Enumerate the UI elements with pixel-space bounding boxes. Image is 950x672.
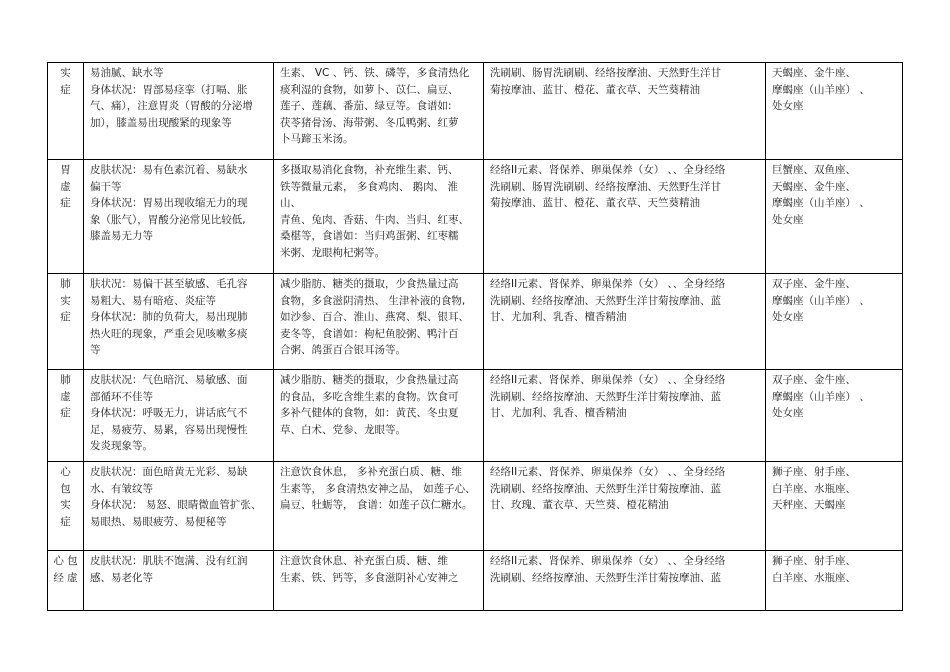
cell-text-line: 部循环不佳等: [90, 390, 153, 403]
cell-text-line: 天蝎座、金牛座、: [772, 180, 856, 193]
cell-text-line: 扁豆、牡蛎等， 食谱：如莲子苡仁糖水。: [280, 499, 473, 511]
cell-text-line: 肤状况：易偏干甚至敏感、毛孔容: [90, 278, 248, 290]
products-cell: [484, 462, 766, 551]
cell-text-line: 麦冬等，食谱如：枸杞鱼胶粥、鸭汁百: [280, 327, 459, 340]
table-row: [48, 370, 903, 462]
cell-text-line: 摩蝎座（山羊座） 、: [772, 294, 870, 307]
cell-text-line: 白羊座、水瓶座、: [772, 571, 856, 584]
cell-text-line: 等: [90, 344, 101, 356]
cell-text-line: 菊按摩油、蓝甘、橙花、董衣草、天竺葵精油: [490, 197, 700, 209]
cell-text-line: 感、易老化等: [90, 571, 153, 584]
cell-text-line: 加），膝盖易出现酸紧的现象等: [90, 116, 232, 129]
zodiac-cell: [766, 462, 903, 551]
cell-text-line: 经络II元素、肾保养、卵巢保养（女） 、、全身经络: [490, 555, 726, 567]
type-cell: [48, 370, 84, 462]
cell-text-line: 处女座: [772, 213, 804, 226]
table-row: [48, 63, 903, 160]
cell-text-line: 易眼热、易眼疲劳、易便秘等: [90, 515, 227, 528]
cell-text-line: 心 包: [53, 555, 78, 567]
cell-text-line: 皮肤状况：易有色素沉着、易缺水: [90, 164, 248, 176]
cell-text-line: 卜马蹄玉米汤。: [280, 133, 354, 145]
diet-cell: [274, 551, 484, 611]
symptom-table: [47, 62, 903, 611]
cell-text-line: 症: [60, 197, 71, 209]
symptoms-cell: [84, 160, 274, 274]
cell-text-line: 痰利湿的食物，如萝卜、苡仁、扁豆、: [280, 83, 459, 96]
cell-text-line: 甘、尤加利、乳香、檀香精油: [490, 407, 627, 419]
cell-text-line: 草、白术、党参、龙眼等。: [280, 423, 406, 436]
cell-text-line: 皮肤状况：面色暗黄无光彩、易缺: [90, 466, 248, 478]
cell-text-line: 偏干等: [90, 180, 122, 193]
cell-text-line: 洗刷刷、肠胃洗刷刷、经络按摩油、天然野生洋甘: [490, 67, 721, 79]
cell-text-line: 水、有皱纹等: [90, 482, 153, 495]
cell-text-line: 摩蝎座（山羊座） 、: [772, 197, 870, 209]
cell-text-line: 合粥、鸽蛋百合银耳汤等。: [280, 344, 406, 356]
cell-text-line: 易粗大、易有暗疮、炎症等: [90, 294, 216, 307]
diet-cell: [274, 370, 484, 462]
cell-text-line: 身体状况：肺的负荷大，易出现肺: [90, 311, 248, 323]
diet-cell: [274, 462, 484, 551]
cell-text-line: 洗刷刷、经络按摩油、天然野生洋甘菊按摩油、蓝: [490, 571, 721, 584]
cell-text-line: 症: [60, 407, 71, 419]
cell-text-line: 生素、 VC 、钙、铁、磷等，多食清热化: [280, 67, 470, 79]
cell-text-line: 心: [60, 466, 71, 478]
diet-cell: [274, 160, 484, 274]
products-cell: [484, 160, 766, 274]
cell-text-line: 症: [60, 83, 71, 96]
cell-text-line: 天秤座、天蝎座: [772, 499, 846, 511]
table-row: [48, 462, 903, 551]
cell-text-line: 身体状况：呼吸无力，讲话底气不: [90, 407, 248, 419]
cell-text-line: 肺: [60, 374, 71, 386]
cell-text-line: 皮肤状况：肌肤不饱满、没有红润: [90, 555, 248, 567]
cell-text-line: 摩蝎座（山羊座） 、: [772, 390, 870, 403]
cell-text-line: 实: [60, 67, 71, 79]
type-cell: [48, 63, 84, 160]
cell-text-line: 实: [60, 499, 71, 511]
type-cell: [48, 160, 84, 274]
cell-text-line: 热火旺的现象，严重会见咳嗽多痰: [90, 327, 248, 340]
products-cell: [484, 370, 766, 462]
diet-cell: [274, 274, 484, 370]
cell-text-line: 狮子座、射手座、: [772, 466, 856, 478]
cell-text-line: 注意饮食休息、补充蛋白质、糖、维: [280, 555, 448, 567]
products-cell: [484, 274, 766, 370]
zodiac-cell: [766, 274, 903, 370]
diet-cell: [274, 63, 484, 160]
symptoms-cell: [84, 63, 274, 160]
cell-text-line: 减少脂肪、糖类的摄取，少食热量过高: [280, 278, 459, 290]
table-row: [48, 160, 903, 274]
cell-text-line: 胃: [60, 164, 71, 176]
cell-text-line: 桑椹等，食谱如：当归鸡蛋粥、红枣糯: [280, 230, 459, 242]
cell-text-line: 巨蟹座、双鱼座、: [772, 164, 856, 176]
cell-text-line: 经 虚: [53, 571, 78, 584]
cell-text-line: 甘、尤加利、乳香、檀香精油: [490, 311, 627, 323]
cell-text-line: 天蝎座、金牛座、: [772, 67, 856, 79]
cell-text-line: 经络II元素、肾保养、卵巢保养（女） 、、全身经络: [490, 374, 726, 386]
cell-text-line: 洗刷刷、肠胃洗刷刷、经络按摩油、天然野生洋甘: [490, 180, 721, 193]
cell-text-line: 包: [60, 482, 71, 495]
cell-text-line: 气、痛），注意胃炎（胃酸的分泌增: [90, 100, 253, 112]
cell-text-line: 经络II元素、肾保养、卵巢保养（女） 、、全身经络: [490, 278, 726, 290]
cell-text-line: 身体状况：胃易出现收缩无力的现: [90, 197, 248, 209]
cell-text-line: 易油腻、缺水等: [90, 67, 164, 79]
cell-text-line: 膝盖易无力等: [90, 230, 153, 242]
zodiac-cell: [766, 160, 903, 274]
products-cell: [484, 551, 766, 611]
cell-text-line: 狮子座、射手座、: [772, 555, 856, 567]
cell-text-line: 象（胀气），胃酸分泌常见比较低,: [90, 213, 246, 226]
cell-text-line: 菊按摩油、蓝甘、橙花、董衣草、天竺葵精油: [490, 83, 700, 96]
cell-text-line: 减少脂肪、糖类的摄取，少食热量过高: [280, 374, 459, 386]
cell-text-line: 注意饮食休息， 多补充蛋白质、糖、维: [280, 466, 462, 478]
type-cell: [48, 551, 84, 611]
cell-text-line: 青鱼、兔肉、香菇、牛肉、当归、红枣、: [280, 213, 469, 226]
symptoms-cell: [84, 370, 274, 462]
cell-text-line: 多补气健体的食物，如：黄芪、冬虫夏: [280, 407, 459, 419]
cell-text-line: 处女座: [772, 311, 804, 323]
cell-text-line: 茯苓猪骨汤、海带粥、冬瓜鸭粥、红萝: [280, 116, 459, 129]
type-cell: [48, 274, 84, 370]
cell-text-line: 皮肤状况：气色暗沉、易敏感、面: [90, 374, 248, 386]
cell-text-line: 肺: [60, 278, 71, 290]
symptoms-cell: [84, 462, 274, 551]
table-row: [48, 274, 903, 370]
cell-text-line: 如沙参、百合、淮山、燕窝、梨、银耳、: [280, 311, 469, 323]
cell-text-line: 经络II元素、肾保养、卵巢保养（女） 、、全身经络: [490, 164, 726, 176]
type-cell: [48, 462, 84, 551]
zodiac-cell: [766, 63, 903, 160]
symptoms-cell: [84, 274, 274, 370]
cell-text-line: 虚: [60, 180, 71, 193]
cell-text-line: 症: [60, 311, 71, 323]
cell-text-line: 食物，多食滋阴清热、 生津补液的食物,: [280, 294, 466, 307]
cell-text-line: 甘、玫瑰、董衣草、天竺葵、橙花精油: [490, 499, 669, 511]
cell-text-line: 处女座: [772, 100, 804, 112]
zodiac-cell: [766, 370, 903, 462]
cell-text-line: 铁等微量元素， 多食鸡肉、 鹅肉、 淮山、: [280, 180, 459, 209]
cell-text-line: 足，易疲劳、易累，容易出现慢性: [90, 423, 248, 436]
cell-text-line: 经络II元素、肾保养、卵巢保养（女） 、、全身经络: [490, 466, 726, 478]
cell-text-line: 症: [60, 515, 71, 528]
cell-text-line: 身体状况：胃部易痉挛（打嗝、胀: [90, 83, 248, 96]
cell-text-line: 处女座: [772, 407, 804, 419]
table-body: [48, 63, 903, 611]
cell-text-line: 洗刷刷、经络按摩油、天然野生洋甘菊按摩油、蓝: [490, 482, 721, 495]
cell-text-line: 双子座、金牛座、: [772, 278, 856, 290]
cell-text-line: 白羊座、水瓶座、: [772, 482, 856, 495]
cell-text-line: 洗刷刷、经络按摩油、天然野生洋甘菊按摩油、蓝: [490, 390, 721, 403]
products-cell: [484, 63, 766, 160]
cell-text-line: 摩蝎座（山羊座） 、: [772, 83, 870, 96]
symptoms-cell: [84, 551, 274, 611]
table-row: [48, 551, 903, 611]
cell-text-line: 双子座、金牛座、: [772, 374, 856, 386]
cell-text-line: 生素等， 多食清热安神之品， 如莲子心、: [280, 482, 476, 495]
cell-text-line: 洗刷刷、经络按摩油、天然野生洋甘菊按摩油、蓝: [490, 294, 721, 307]
zodiac-cell: [766, 551, 903, 611]
cell-text-line: 的食品，多吃含维生素的食物。饮食可: [280, 390, 459, 403]
cell-text-line: 虚: [60, 390, 71, 403]
cell-text-line: 实: [60, 294, 71, 307]
cell-text-line: 身体状况： 易怒、眼睛微血管扩张、: [90, 499, 262, 511]
cell-text-line: 莲子、莲藕、番茄、绿豆等。食谱如:: [280, 100, 452, 112]
cell-text-line: 生素、铁、钙等，多食滋阴补心安神之: [280, 571, 459, 584]
cell-text-line: 米粥、龙眼枸杞粥等。: [280, 246, 385, 259]
cell-text-line: 多摄取易消化食物，补充维生素、钙、: [280, 164, 459, 176]
cell-text-line: 发炎现象等。: [90, 440, 153, 452]
